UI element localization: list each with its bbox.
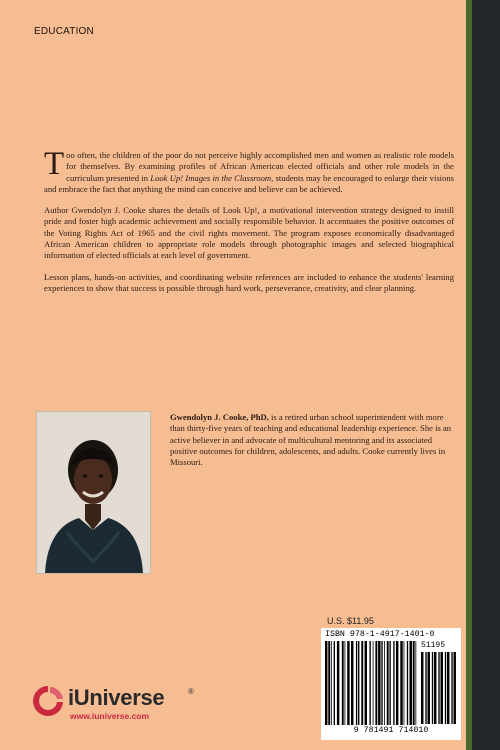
publisher-name: iUniverse — [68, 685, 165, 710]
author-photo — [36, 411, 151, 574]
price-code-text: 51195 — [421, 641, 446, 650]
description-p1-end: , students may be encouraged to enlarge their visions and embrace the fact that anything the mind can conceive and believe can be achieved. — [44, 172, 455, 194]
isbn-text: ISBN 978-1-4917-1401-0 — [325, 630, 435, 639]
author-bio-text: is a retired urban school superintendent with more than thirty-five years of teaching and educational leadership experience. She is an active believer in and advocate of multicultural mentoring and its associated positive outcomes for children, adolescents, and adults. Cooke currently lives in Missouri. — [170, 412, 452, 468]
spine-edge — [472, 0, 500, 750]
author-portrait-image — [37, 412, 150, 573]
registered-mark: ® — [188, 687, 194, 696]
author-bio — [170, 412, 454, 468]
description-paragraph-1 — [44, 146, 455, 195]
publisher-url: www.iuniverse.com — [70, 711, 150, 721]
ean-digits: 9 781491 714010 — [353, 726, 429, 735]
iuniverse-swirl-icon — [30, 683, 66, 719]
author-name: Gwendolyn J. Cooke, PhD, — [170, 412, 269, 422]
publisher-logo — [30, 683, 220, 723]
isbn-barcode — [321, 628, 461, 740]
book-title-reference: Look Up! Images in the Classroom — [150, 172, 272, 183]
price-addon-bars — [421, 652, 457, 724]
description-paragraph-3: Lesson plans, hands-on activities, and coordinating website references are included to enhance the students' learning experiences to show that success is possible through hard work, perseverance, creativity, and clear planning. — [44, 271, 454, 293]
description-paragraph-2: Author Gwendolyn J. Cooke shares the details of Look Up!, a motivational intervention strategy designed to instill pride and foster high academic achievement and socially responsible behavior. It accentuates the positive outcomes of the Voting Rights Act of 1965 and the civil rights movement. The program exposes economically disadvantaged African American children to appropriate role models through photographic images and selected biographical information of elected officials at each level of government. — [44, 205, 454, 261]
ean-barcode-bars — [325, 641, 417, 725]
category-label: EDUCATION — [34, 26, 94, 37]
price-label: U.S. $11.95 — [327, 616, 374, 626]
book-description — [44, 146, 455, 304]
drop-cap: T — [44, 146, 65, 182]
description-p1-start: oo often, the children of the poor do not perceive highly accomplished men and women as realistic role models for themselves. By examining profiles of African American elected officials and other role models in the curriculum presented in — [66, 150, 454, 183]
